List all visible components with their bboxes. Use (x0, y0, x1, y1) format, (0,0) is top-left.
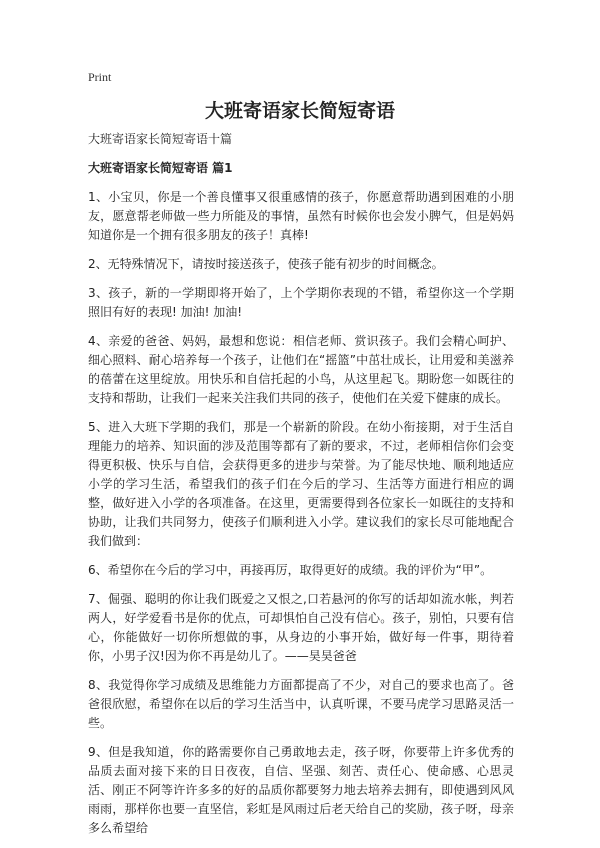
paragraph-3: 3、孩子，新的一学期即将开始了，上个学期你表现的不错，希望你这一个学期照旧有好的表现! 加油! 加油! (88, 286, 514, 319)
article-subtitle: 大班寄语家长简短寄语十篇 (88, 132, 233, 146)
paragraph-7: 7、倔强、聪明的你让我们既爱之又恨之,口若悬河的你写的话却如流水帐，判若两人，好学爱看书是你的优点，可却惧怕自己没有信心。孩子，别怕，只要有信心，你能做好一切你所想做的事，从身边的小事开始，做好每一件事，期待着你，小男子汉!因为你不再是幼儿了。——昊昊爸爸 (88, 592, 514, 663)
paragraph-1: 1、小宝贝，你是一个善良懂事又很重感情的孩子，你愿意帮助遇到困难的小朋友，愿意帮老师做一些力所能及的事情，虽然有时候你也会发小脾气，但是妈妈知道你是一个拥有很多朋友的孩子！真棒! (88, 190, 514, 242)
paragraph-9: 9、但是我知道，你的路需要你自己勇敢地去走，孩子呀，你要带上许多优秀的品质去面对接下来的日日夜夜，自信、坚强、刻苦、责任心、使命感、心思灵活、刚正不阿等许许多多的好的品质你都要努力地去培养去拥有，即使遇到风风雨雨，那样你也要一直坚信，彩虹是风雨过后老天给自己的奖励，孩子呀，母亲多么希望给 (88, 745, 514, 835)
article-body (88, 130, 514, 848)
paragraph-6: 6、希望你在今后的学习中，再接再厉，取得更好的成绩。我的评价为“甲”。 (88, 563, 493, 577)
page-title: 大班寄语家长简短寄语 (204, 100, 395, 122)
print-link[interactable]: Print (88, 70, 112, 84)
paragraph-8: 8、我觉得你学习成绩及思维能力方面都提高了不少，对自己的要求也高了。爸爸很欣慰，希望你在以后的学习生活当中，认真听课，不要马虎学习思路灵活一些。 (88, 678, 514, 730)
paragraph-5: 5、进入大班下学期的我们，那是一个崭新的阶段。在幼小衔接期，对于生活自理能力的培养、知识面的涉及范围等都有了新的要求，不过，老师相信你们会变得更积极、快乐与自信，会获得更多的进步与荣誉。为了能尽快地、顺利地适应小学的学习生活，希望我们的孩子们在今后的学习、生活等方面进行相应的调整，做好进入小学的各项准备。在这里，更需要得到各位家长一如既往的支持和协助，让我们共同努力，使孩子们顺利进入小学。建议我们的家长尽可能地配合我们做到： (88, 420, 514, 548)
paragraph-2: 2、无特殊情况下，请按时接送孩子，使孩子能有初步的时间概念。 (88, 257, 444, 271)
section-heading: 大班寄语家长简短寄语 篇1 (88, 161, 233, 175)
paragraph-4: 4、亲爱的爸爸、妈妈，最想和您说：相信老师、赏识孩子。我们会精心呵护、细心照料、耐心培养每一个孩子，让他们在“摇篮”中茁壮成长，让用爱和美滋养的蓓蕾在这里绽放。用快乐和自信托起的小鸟，从这里起飞。期盼您一如既往的支持和帮助，让我们一起来关注我们共同的孩子，使他们在关爱下健康的成长。 (88, 334, 514, 405)
